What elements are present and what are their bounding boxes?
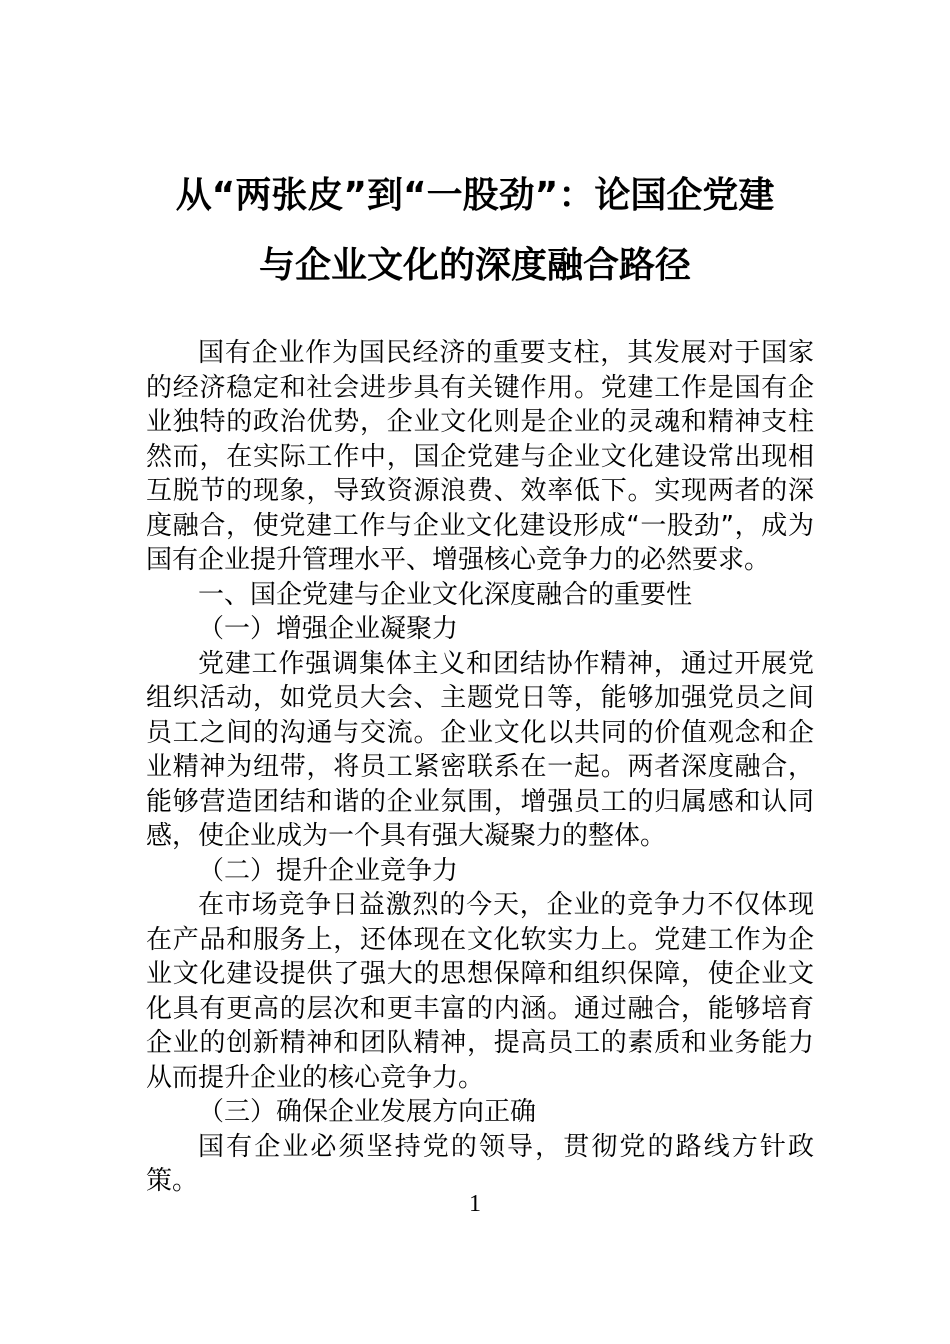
subsection-3-heading: （三）确保企业发展方向正确 [198,1097,537,1127]
subsection-1-paragraph: 党建工作强调集体主义和团结协作精神，通过开展党组织活动，如党员大会、主题党日等，能够加强党员之间员工之间的沟通与交流。企业文化以共同的价值观念和企业精神为纽带，将员工紧密联系在一起。两者深度融合，能够营造团结和谐的企业氛围，增强员工的归属感和认同感，使企业成为一个具有强大凝聚力的整体。 [146,648,814,851]
document-title-line-2: 与企业文化的深度融合路径 [258,245,691,286]
subsection-2-heading: （二）提升企业竞争力 [198,855,459,886]
subsection-1-heading: （一）增强企业凝聚力 [198,614,459,644]
subsection-3-paragraph: 国有企业必须坚持党的领导，贯彻党的路线方针政策。 [146,1131,814,1196]
document-title-line-1: 从“两张皮”到“一股劲”：论国企党建 [175,175,775,216]
page-number: 1 [469,1191,481,1217]
document-body [146,336,814,1199]
intro-paragraph: 国有企业作为国民经济的重要支柱，其发展对于国家的经济稳定和社会进步具有关键作用。党建工作是国有企业独特的政治优势，企业文化则是企业的灵魂和精神支柱然而，在实际工作中，国企党建与企业文化建设常出现相互脱节的现象，导致资源浪费、效率低下。实现两者的深度融合，使党建工作与企业文化建设形成“一股劲”，成为国有企业提升管理水平、增强核心竞争力的必然要求。 [146,338,814,575]
subsection-2-paragraph: 在市场竞争日益激烈的今天，企业的竞争力不仅体现在产品和服务上，还体现在文化软实力上。党建工作为企业文化建设提供了强大的思想保障和组织保障，使企业文化具有更高的层次和更丰富的内涵。通过融合，能够培育企业的创新精神和团队精神，提高员工的素质和业务能力从而提升企业的核心竞争力。 [146,890,814,1093]
section-1-heading: 一、国企党建与企业文化深度融合的重要性 [198,579,693,610]
